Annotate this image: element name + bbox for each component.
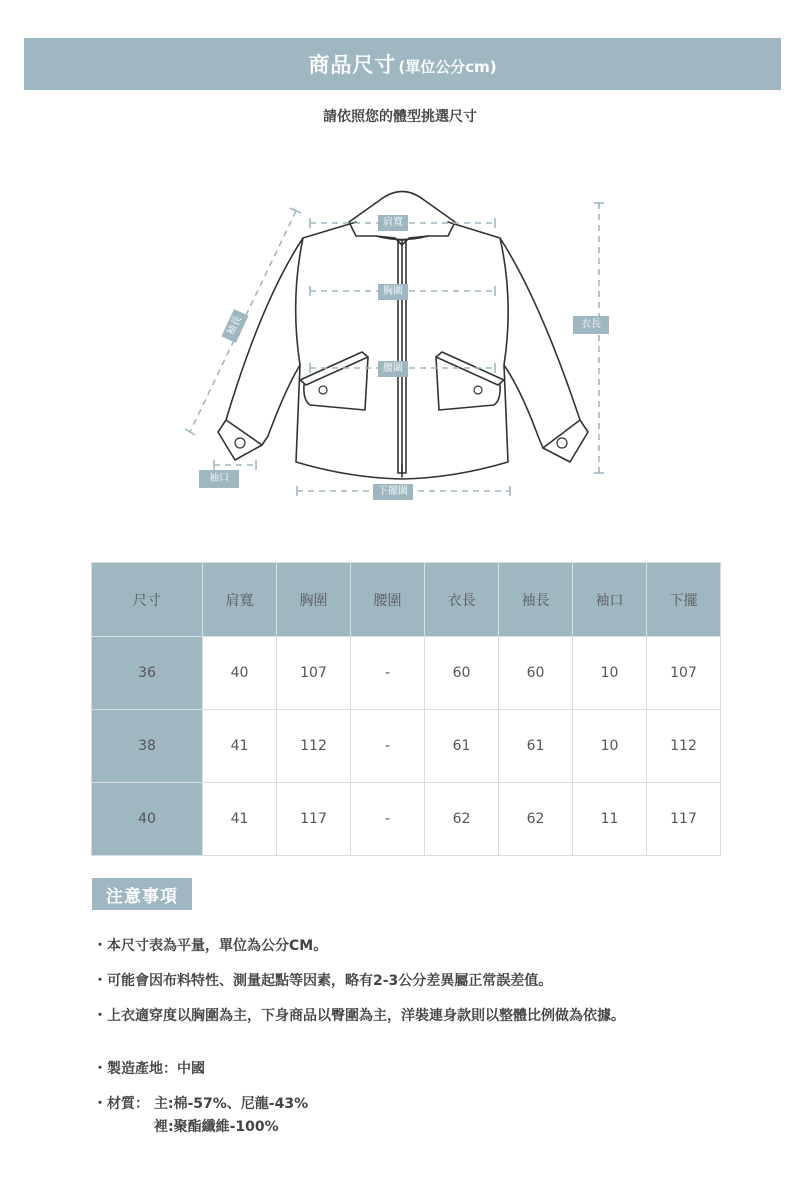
table-cell: 38 [92, 710, 203, 783]
table-cell: 60 [425, 637, 499, 710]
header-length: 衣長 [425, 563, 499, 637]
label-waist: 腰圍 [378, 361, 408, 377]
table-cell: - [351, 783, 425, 856]
header-hem: 下擺 [647, 563, 721, 637]
table-cell: 112 [277, 710, 351, 783]
table-cell: 10 [573, 637, 647, 710]
table-cell: 41 [203, 710, 277, 783]
table-cell: 107 [277, 637, 351, 710]
label-sleeve: 袖長 [221, 309, 248, 343]
header-chest: 胸圍 [277, 563, 351, 637]
label-hem: 下擺圍 [373, 484, 413, 500]
table-cell: 40 [203, 637, 277, 710]
origin-item: ・製造產地：中國 [93, 1061, 205, 1077]
note-item: ・可能會因布料特性、測量起點等因素，略有2-3公分差異屬正常誤差值。 [93, 973, 553, 989]
material-item: ・材質： 主:棉-57%、尼龍-43% [93, 1096, 309, 1112]
table-cell: 112 [647, 710, 721, 783]
table-cell: 61 [499, 710, 573, 783]
size-table [91, 562, 721, 856]
table-cell: 60 [499, 637, 573, 710]
subtitle: 請依照您的體型挑選尺寸 [323, 109, 477, 125]
label-cuff: 袖口 [199, 470, 239, 488]
table-cell: 10 [573, 710, 647, 783]
unit-note: (單位公分cm) [398, 57, 497, 76]
table-row [92, 637, 721, 710]
table-cell: 62 [425, 783, 499, 856]
label-chest: 胸圍 [378, 284, 408, 300]
page-title: 商品尺寸 [308, 53, 397, 77]
table-cell: - [351, 710, 425, 783]
table-cell: 117 [277, 783, 351, 856]
table-row [92, 710, 721, 783]
label-length: 衣長 [573, 316, 609, 334]
table-cell: 61 [425, 710, 499, 783]
table-cell: 117 [647, 783, 721, 856]
header-cuff: 袖口 [573, 563, 647, 637]
header-waist: 腰圍 [351, 563, 425, 637]
table-cell: 41 [203, 783, 277, 856]
table-cell: - [351, 637, 425, 710]
table-cell: 36 [92, 637, 203, 710]
notes-title: 注意事項 [92, 878, 192, 910]
note-item: ・本尺寸表為平量，單位為公分CM。 [93, 938, 328, 954]
table-cell: 11 [573, 783, 647, 856]
header-sleeve: 袖長 [499, 563, 573, 637]
header-shoulder: 肩寬 [203, 563, 277, 637]
label-shoulder: 肩寬 [378, 215, 408, 231]
table-cell: 107 [647, 637, 721, 710]
jacket-diagram [0, 170, 800, 515]
table-header-row [92, 563, 721, 637]
material-lining: 裡:聚酯纖維-100% [154, 1119, 279, 1135]
header-size: 尺寸 [92, 563, 203, 637]
title-banner [24, 38, 781, 90]
table-cell: 40 [92, 783, 203, 856]
note-item: ・上衣適穿度以胸圍為主，下身商品以臀圍為主，洋裝連身款則以整體比例做為依據。 [93, 1008, 625, 1024]
table-row [92, 783, 721, 856]
table-cell: 62 [499, 783, 573, 856]
